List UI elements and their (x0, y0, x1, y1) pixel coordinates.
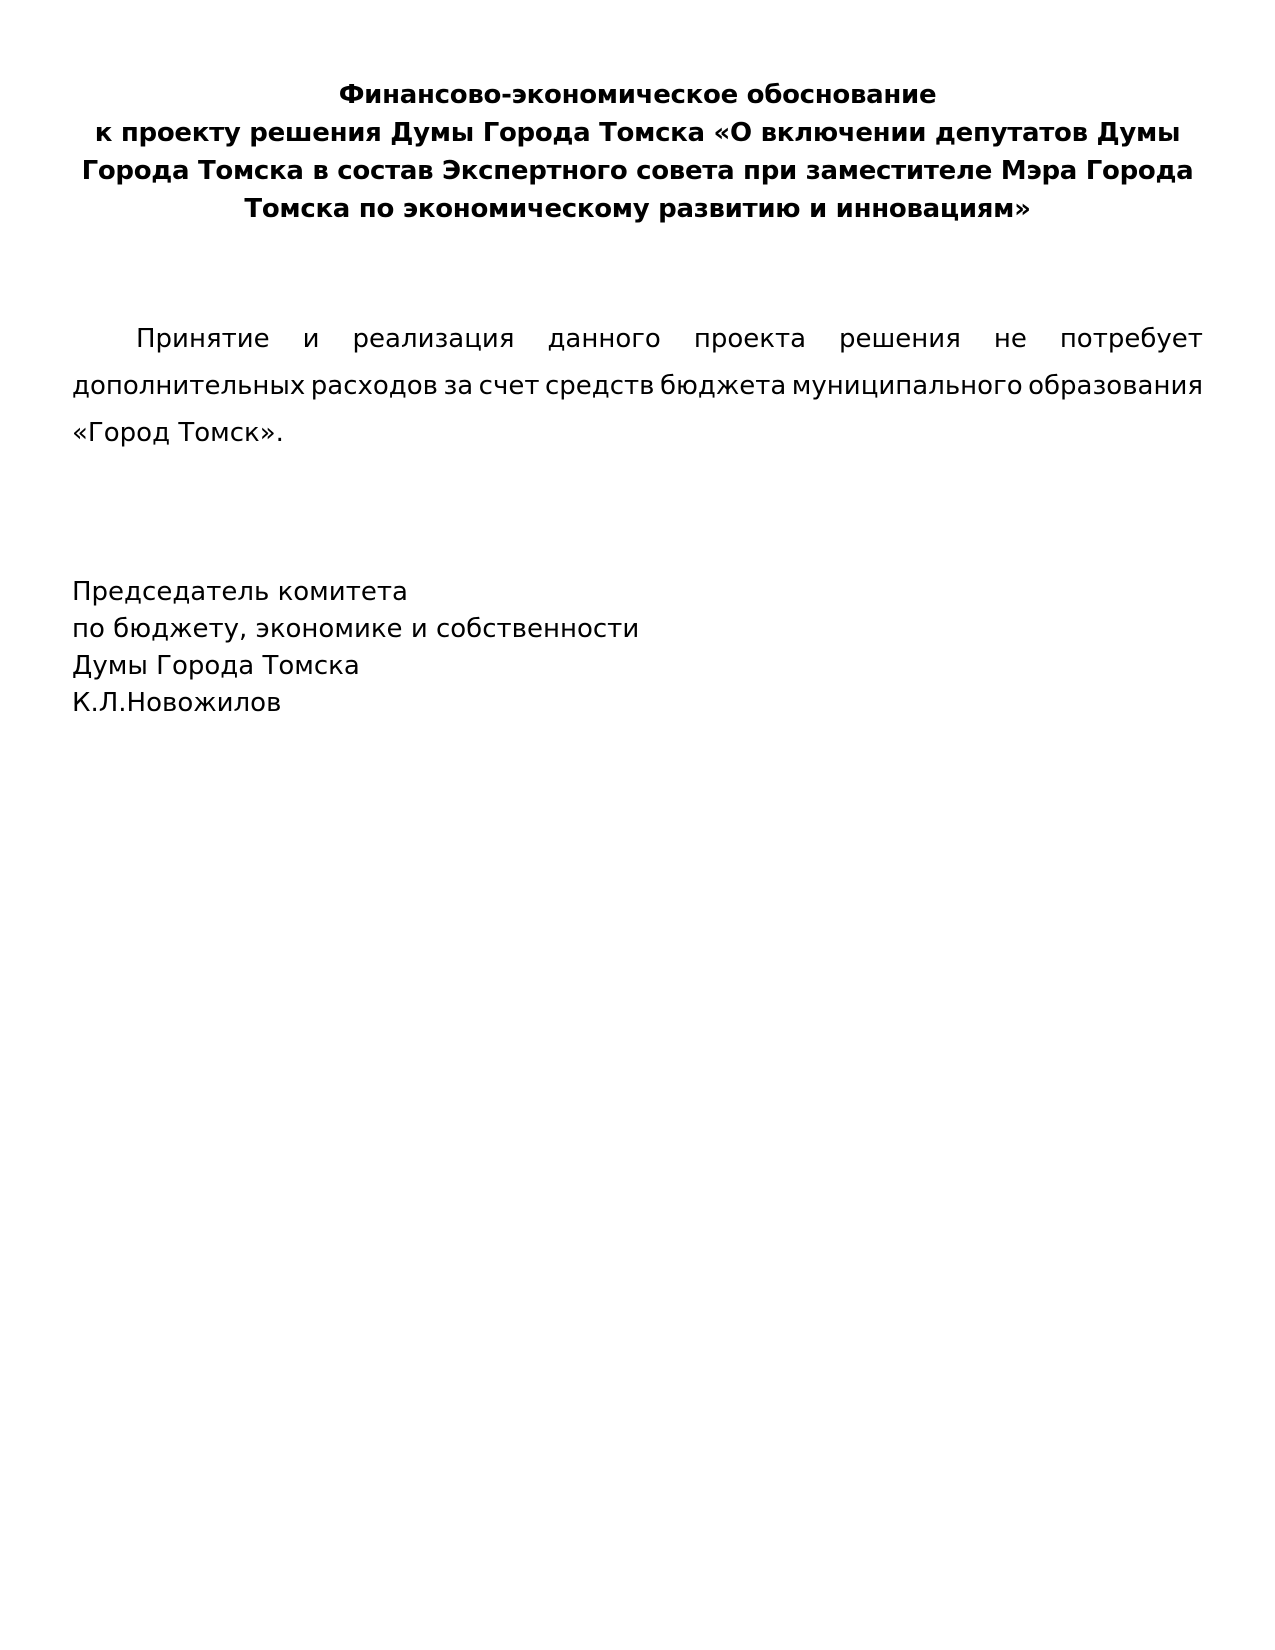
signature-line: по бюджету, экономике и собственности (72, 614, 640, 644)
document-title (72, 76, 1203, 228)
word: образования (1028, 371, 1203, 401)
word: за (443, 371, 474, 401)
title-line: Финансово-экономическое обоснование (338, 80, 937, 110)
word: дополнительных (72, 371, 306, 401)
title-line: Города Томска в состав Экспертного совета при заместителе Мэра Города (81, 156, 1194, 186)
paragraph-line (72, 363, 1203, 410)
signature-line: Думы Города Томска (72, 651, 360, 681)
word: Принятие (136, 324, 270, 354)
word: потребует (1059, 324, 1203, 354)
body-paragraph (72, 316, 1203, 457)
word: реализация (352, 324, 515, 354)
signature-line: К.Л.Новожилов (72, 688, 282, 718)
word: данного (547, 324, 661, 354)
paragraph-line (72, 316, 1203, 363)
signature-block (72, 574, 1203, 722)
word: не (993, 324, 1027, 354)
word: бюджета (659, 371, 787, 401)
word: счет (478, 371, 540, 401)
word: проекта (693, 324, 807, 354)
word: и (302, 324, 320, 354)
word: средств (544, 371, 655, 401)
paragraph-line: «Город Томск». (72, 418, 284, 448)
word: расходов (310, 371, 438, 401)
signature-line: Председатель комитета (72, 577, 408, 607)
title-line: Томска по экономическому развитию и инновациям» (244, 194, 1031, 224)
word: муниципального (791, 371, 1023, 401)
title-line: к проекту решения Думы Города Томска «О включении депутатов Думы (94, 118, 1181, 148)
word: решения (839, 324, 961, 354)
